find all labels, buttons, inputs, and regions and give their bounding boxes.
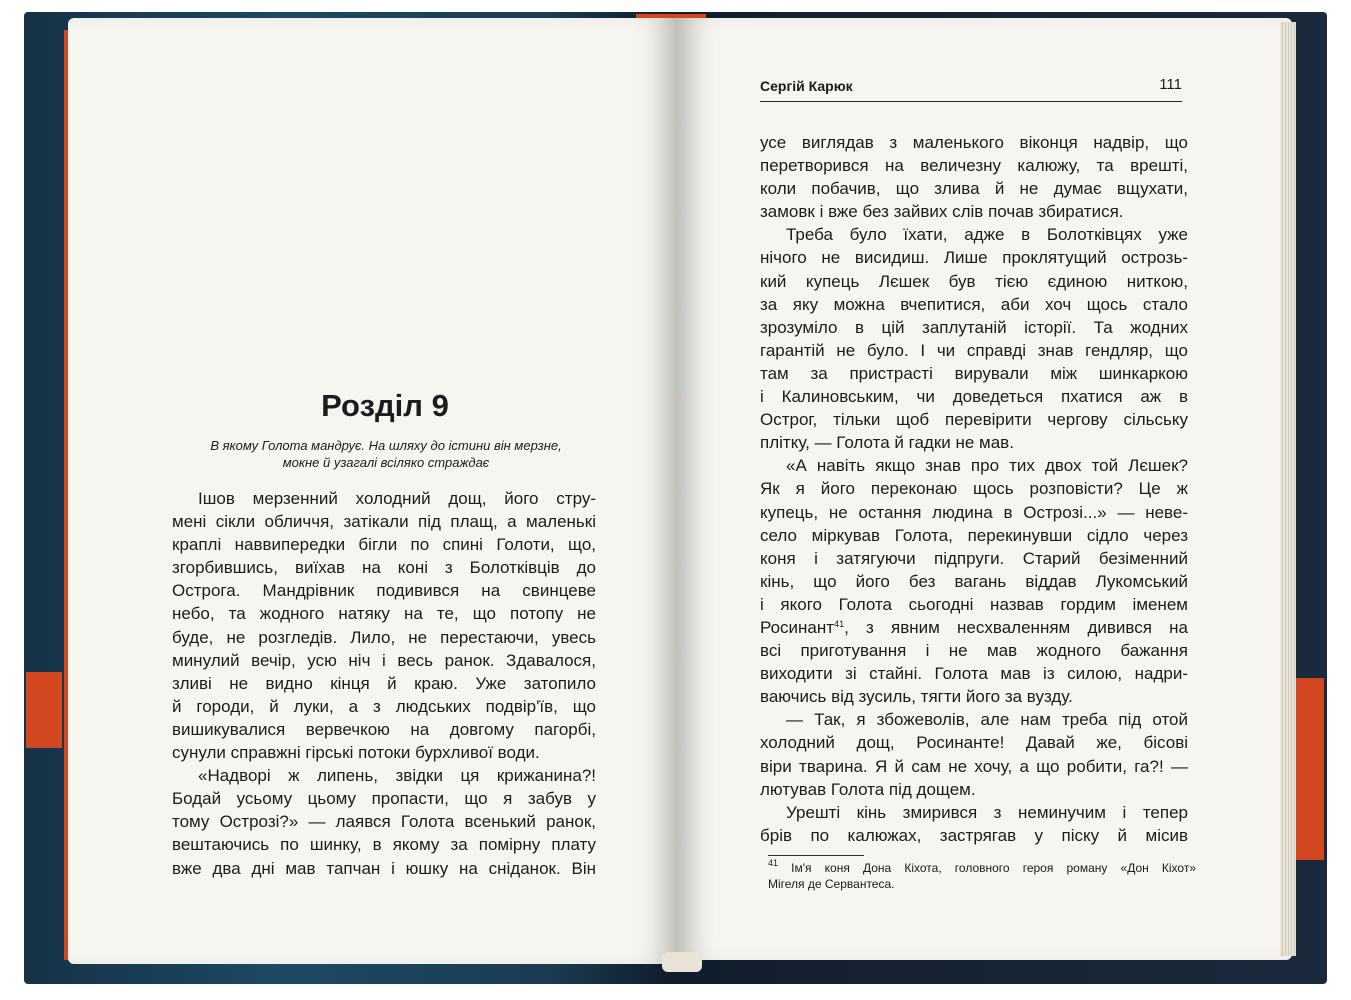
text-line: там за пристрасті вирували між шинкаркою xyxy=(760,363,1188,383)
binding-stitch xyxy=(675,118,681,128)
text-line: купець, не остання людина в Острозі...» — неве- xyxy=(760,502,1188,522)
text-line: ваючись від зусиль, тягти його за вузду. xyxy=(760,687,1073,707)
text-line: зрозуміло в цій заплутаній історії. Та жодних xyxy=(760,317,1188,337)
footnote-text: Ім'я коня Дона Кіхота, головного героя роману «Дон Кіхот» xyxy=(778,861,1196,875)
text-fragment: , з явним несхваленням дивився на xyxy=(844,617,1188,637)
text-line: мені сікли обличчя, затікали під плащ, а маленькі xyxy=(172,512,596,532)
text-line: згорбившись, виїхав на коні з Болотківців до xyxy=(172,558,596,578)
text-line: Острог, тільки щоб перевірити чергову сільську xyxy=(760,410,1188,430)
text-line: буде, не розгледів. Лило, не перестаючи, увесь xyxy=(172,627,596,647)
text-line: і якого Голота сьогодні назвав гордим іменем xyxy=(760,594,1188,614)
spine-headband xyxy=(662,952,702,972)
footnote-line: Мігеля де Сервантеса. xyxy=(768,877,895,891)
text-line: холодний дощ, Росинанте! Давай же, бісові xyxy=(760,733,1188,753)
text-line: Треба було їхати, адже в Болотківцях уже xyxy=(786,225,1188,245)
text-line: зливі не видно кінця й краю. Уже затопило xyxy=(172,673,596,693)
text-line: гарантій не було. І чи справді знав гендляр, що xyxy=(760,340,1188,360)
page-number: 111 xyxy=(1159,76,1182,93)
text-line: виходити зі стайні. Голота мав із силою, надри- xyxy=(760,664,1188,684)
text-line: небо, та жодного натяку на те, що потопу не xyxy=(172,604,596,624)
text-line: вишикувалися вервечкою на довгому пагорбі, xyxy=(172,719,596,739)
footnote-reference[interactable]: 41 xyxy=(834,618,845,629)
text-line: Бодай усьому цьому пропасти, що я забув у xyxy=(172,789,596,809)
text-line: брів по калюжах, застрягав у піску й місив xyxy=(760,825,1188,845)
footnote-marker: 41 xyxy=(768,858,779,868)
text-line: за яку можна вчепитися, аби хоч щось стало xyxy=(760,294,1188,314)
text-line: замовк і вже без зайвих слів почав збиратися. xyxy=(760,202,1124,222)
text-line: й городи, й луки, а з людських подвір'їв, що xyxy=(172,696,596,716)
text-line: Як я його переконаю щось розповісти? Це ж xyxy=(760,479,1188,499)
epigraph-line: мокне й узагалі всіляко страждає xyxy=(282,455,490,470)
text-line: лютував Голота під дощем. xyxy=(760,779,976,799)
chapter-title: Розділ 9 xyxy=(321,388,449,423)
text-line: краплі наввипередки бігли по спині Голоти, що, xyxy=(172,535,596,555)
running-header xyxy=(760,76,1182,102)
text-line: кінь, що його без вагань віддав Лукомський xyxy=(760,571,1188,591)
binding-stitch xyxy=(675,392,681,402)
footnote-divider xyxy=(768,855,864,856)
text-line: вештаючись по шинку, в якому за помірну плату xyxy=(172,835,596,855)
cover-accent-stripe xyxy=(1294,678,1324,860)
text-line: віри тварина. Я й сам не хочу, а що робити, га?! — xyxy=(760,756,1188,776)
header-author: Сергій Карюк xyxy=(760,78,853,94)
text-line: тому Острозі?» — лаявся Голота всенький ранок, xyxy=(172,812,596,832)
text-line: усе виглядав з маленького віконця надвір, що xyxy=(760,133,1188,152)
text-line: всі приготування і не мав жодного бажання xyxy=(760,641,1188,661)
text-line: «А навіть якщо знав про тих двох той Лєшек? xyxy=(786,456,1188,476)
page-block-edge xyxy=(1280,22,1296,956)
left-page-body xyxy=(172,487,596,880)
text-line-with-footnote xyxy=(760,616,1188,639)
right-page-body xyxy=(760,131,1188,847)
chapter-epigraph xyxy=(176,437,596,471)
binding-stitch xyxy=(675,300,681,310)
text-line: плітку, — Голота й гадки не мав. xyxy=(760,433,1014,453)
epigraph-line: В якому Голота мандрує. На шляху до істини він мерзне, xyxy=(210,438,562,453)
cover-accent-stripe xyxy=(26,672,62,748)
text-line: перетворився на величезну калюжу, та врешті, xyxy=(760,156,1188,176)
text-line: сунули справжні гірські потоки бурхливої води. xyxy=(172,743,540,763)
binding-stitch xyxy=(675,560,681,570)
binding-stitch xyxy=(675,486,681,496)
binding-stitch xyxy=(675,742,681,752)
text-line: коня і затягуючи підпруги. Старий безіменний xyxy=(760,548,1188,568)
text-line: Урешті кінь змирився з неминучим і тепер xyxy=(786,802,1188,822)
text-line: і Калиновським, чи доведеться пхатися аж в xyxy=(760,387,1188,407)
text-line: «Надворі ж липень, звідки ця крижанина?! xyxy=(198,766,596,786)
text-fragment: Росинант xyxy=(760,617,835,637)
binding-stitch xyxy=(675,836,681,846)
text-line: село міркував Голота, перекинувши сідло через xyxy=(760,525,1188,545)
binding-stitch xyxy=(675,650,681,660)
text-line: минулий вечір, усю ніч і весь ранок. Здавалося, xyxy=(172,650,596,670)
text-line: нічого не висидиш. Лише проклятущий острозь- xyxy=(760,248,1188,268)
text-line: — Так, я збожеволів, але нам треба під отой xyxy=(786,710,1188,730)
footnote xyxy=(768,860,1196,892)
text-line: коли побачив, що злива й не думає вщухати, xyxy=(760,179,1188,199)
text-line: кий купець Лєшек був тією єдиною ниткою, xyxy=(760,271,1188,291)
text-line: Острога. Мандрівник подивився на свинцеве xyxy=(172,581,596,601)
binding-stitch xyxy=(675,208,681,218)
text-line: Ішов мерзенний холодний дощ, його стру- xyxy=(198,489,596,508)
text-line: вже два дні мав тапчан і юшку на сніданок. Він xyxy=(172,858,596,878)
footnote-line xyxy=(768,860,1196,876)
